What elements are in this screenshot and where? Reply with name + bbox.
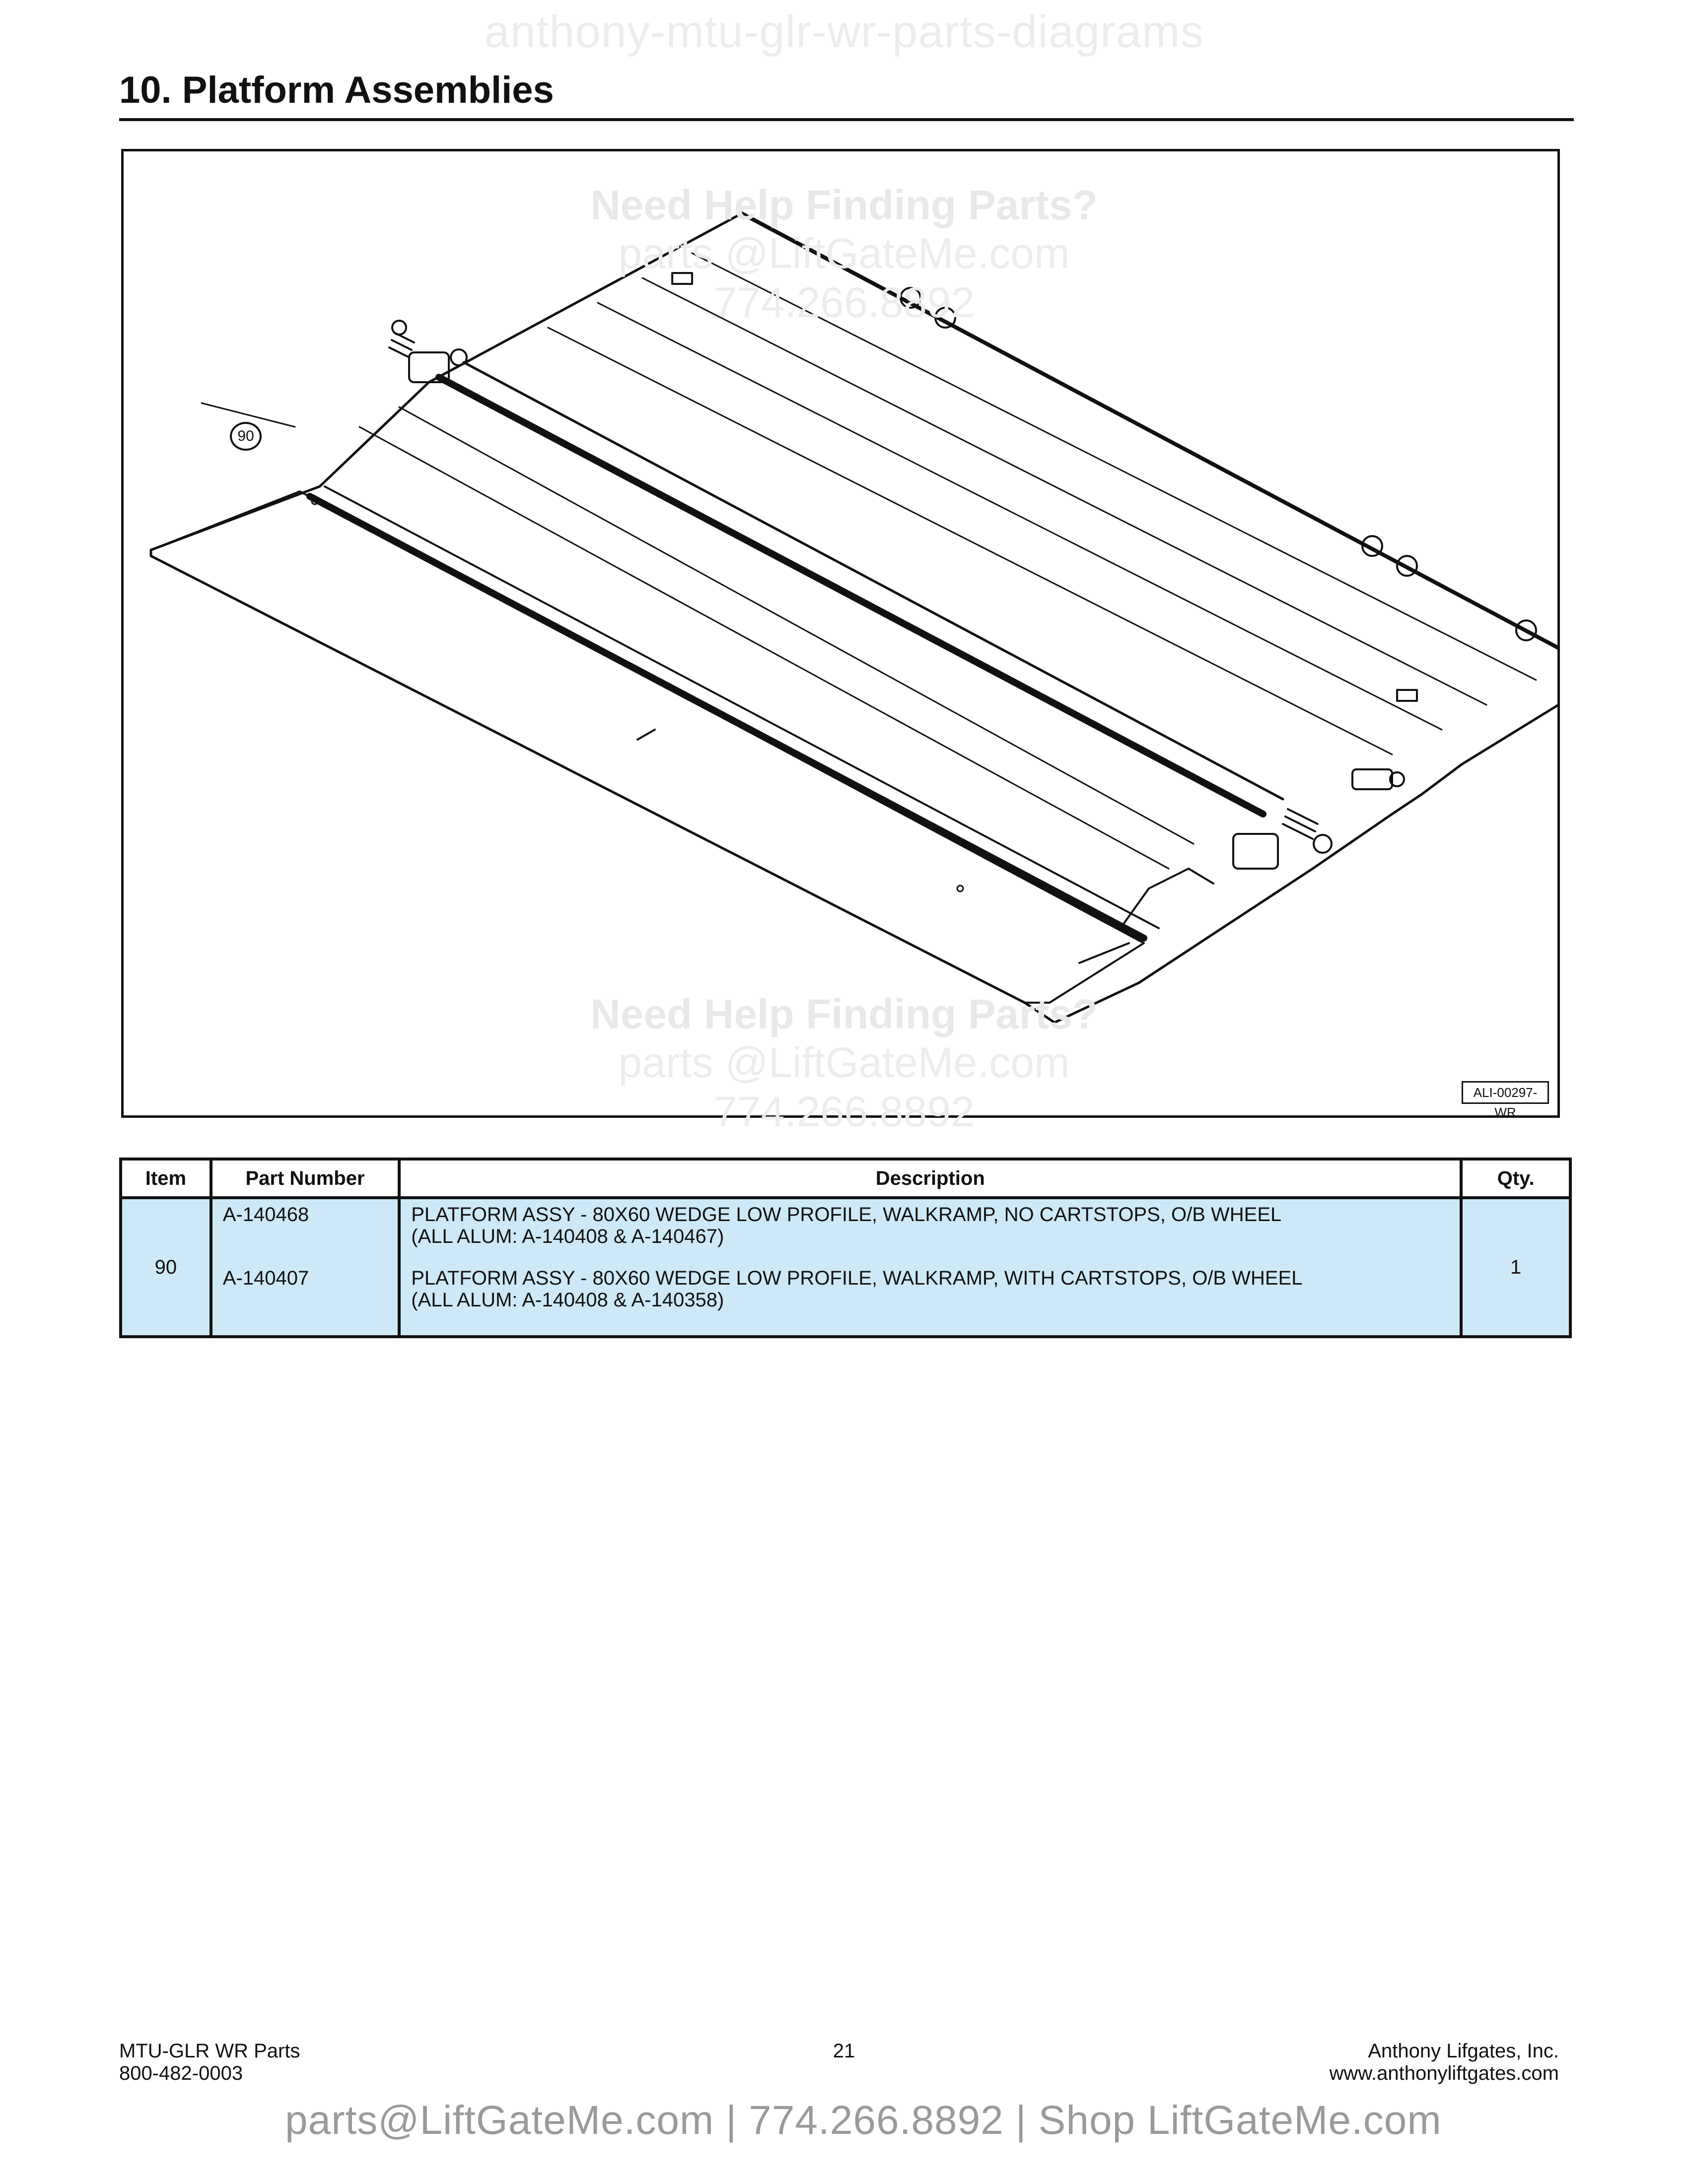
page-number: 21 (833, 2040, 855, 2062)
description-line: PLATFORM ASSY - 80X60 WEDGE LOW PROFILE, WALKRAMP, NO CARTSTOPS, O/B WHEEL (411, 1204, 1282, 1226)
top-watermark: anthony-mtu-glr-wr-parts-diagrams (484, 6, 1204, 57)
bottom-watermark: parts@LiftGateMe.com | 774.266.8892 | Shop LiftGateMe.com (285, 2098, 1442, 2143)
header-qty: Qty. (1461, 1159, 1570, 1198)
watermark-help-heading: Need Help Finding Parts? (590, 182, 1098, 228)
description-line: (ALL ALUM: A-140408 & A-140358) (411, 1289, 724, 1311)
description-cell (399, 1198, 1461, 1337)
footer-left (119, 2040, 300, 2085)
item-cell: 90 (121, 1198, 211, 1337)
part-number: A-140407 (222, 1267, 309, 1289)
description-entry (411, 1204, 1449, 1267)
main-hinge-rail (439, 377, 1263, 814)
figure-watermark-bottom (0, 990, 1688, 1137)
right-spring-assembly (1233, 769, 1404, 869)
description-entry (411, 1267, 1449, 1331)
page-title: 10. Platform Assemblies (119, 69, 554, 111)
header-description: Description (399, 1159, 1461, 1198)
footer-company: Anthony Lifgates, Inc. (1368, 2040, 1559, 2062)
left-spring-assembly (389, 321, 467, 382)
header-item: Item (121, 1159, 211, 1198)
part-number-cell (211, 1198, 399, 1337)
watermark-help-heading: Need Help Finding Parts? (590, 991, 1098, 1037)
watermark-email: parts @LiftGateMe.com (618, 1039, 1070, 1087)
table-header-row (121, 1159, 1570, 1198)
figure-watermark-top (0, 181, 1688, 328)
footer-doc-name: MTU-GLR WR Parts (119, 2040, 300, 2062)
callout-90 (230, 422, 262, 451)
footer-phone: 800-482-0003 (119, 2062, 243, 2084)
watermark-phone: 774.266.8892 (713, 279, 975, 327)
table-row (121, 1198, 1570, 1337)
footer-right (1241, 2040, 1559, 2085)
ramp-hinge-band (310, 496, 1144, 938)
part-number: A-140468 (222, 1204, 309, 1226)
watermark-email: parts @LiftGateMe.com (618, 230, 1070, 277)
figure-id-label: ALI-00297-WR (1462, 1081, 1549, 1104)
description-line: (ALL ALUM: A-140408 & A-140467) (411, 1226, 724, 1247)
ramp-panel (151, 491, 1144, 1003)
callout-label: 90 (237, 428, 254, 444)
platform-outline (151, 213, 1560, 1023)
footer-website: www.anthonyliftgates.com (1329, 2062, 1559, 2084)
qty-cell: 1 (1461, 1198, 1570, 1337)
parts-table (119, 1158, 1572, 1338)
title-divider (119, 118, 1574, 121)
watermark-phone: 774.266.8892 (713, 1088, 975, 1136)
header-part-number: Part Number (211, 1159, 399, 1198)
description-line: PLATFORM ASSY - 80X60 WEDGE LOW PROFILE, WALKRAMP, WITH CARTSTOPS, O/B WHEEL (411, 1267, 1303, 1289)
